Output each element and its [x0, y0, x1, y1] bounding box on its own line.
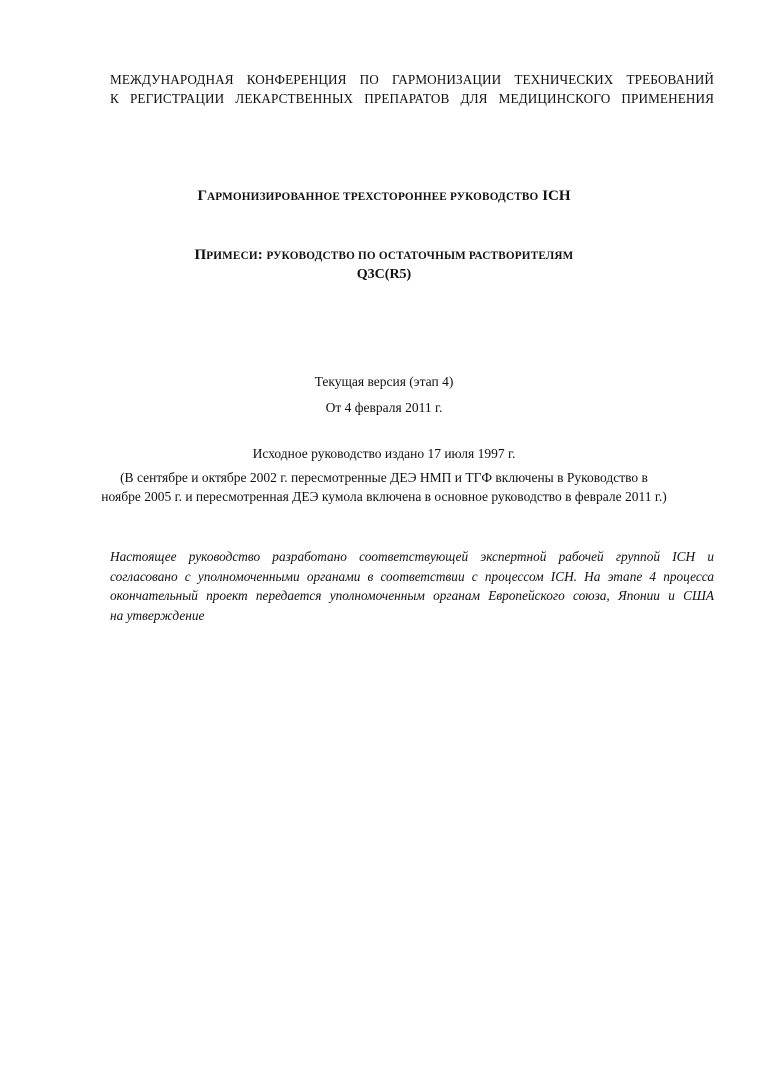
guideline-title-suffix: ICH — [542, 188, 571, 204]
approval-note-line-2: согласовано с уполномоченными органами в соответствии с процессом ICH. На этапе 4 процесса — [110, 568, 714, 584]
guideline-title-rest: АРМОНИЗИРОВАННОЕ ТРЕХСТОРОННЕЕ РУКОВОДСТВО — [207, 191, 539, 203]
header-line-2: К РЕГИСТРАЦИИ ЛЕКАРСТВЕННЫХ ПРЕПАРАТОВ ДЛЯ МЕДИЦИНСКОГО ПРИМЕНЕНИЯ — [110, 91, 714, 106]
approval-note-line-4: на утверждение — [110, 607, 205, 623]
version-date: От 4 февраля 2011 г. — [325, 400, 443, 415]
guideline-subtitle-initial: П — [194, 247, 207, 263]
original-issue-date: Исходное руководство издано 17 июля 1997 г. — [252, 446, 516, 461]
approval-note — [110, 547, 714, 625]
guideline-subtitle — [0, 247, 768, 264]
conference-header — [110, 70, 714, 108]
revision-note-line-1: (В сентябре и октябре 2002 г. пересмотренные ДЕЭ НМП и ТГФ включены в Руководство в — [120, 470, 648, 485]
guideline-subtitle-colon: : — [257, 247, 263, 263]
guideline-code: Q3C(R5) — [356, 267, 412, 282]
guideline-title — [0, 188, 768, 205]
guideline-title-initial: Г — [197, 188, 207, 204]
approval-note-line-1: Настоящее руководство разработано соответствующей экспертной рабочей группой ICH и — [110, 549, 714, 564]
guideline-subtitle-tail: РУКОВОДСТВО ПО ОСТАТОЧНЫМ РАСТВОРИТЕЛЯМ — [266, 250, 574, 262]
revision-note-line-2: ноябре 2005 г. и пересмотренная ДЕЭ кумола включена в основное руководство в феврале 2011 г.) — [101, 489, 667, 504]
guideline-subtitle-rest: РИМЕСИ — [206, 250, 258, 262]
version-current: Текущая версия (этап 4) — [314, 374, 454, 389]
approval-note-line-3: окончательный проект передается уполномоченным органам Европейского союза, Японии и США — [110, 588, 714, 603]
header-line-1: МЕЖДУНАРОДНАЯ КОНФЕРЕНЦИЯ ПО ГАРМОНИЗАЦИИ ТЕХНИЧЕСКИХ ТРЕБОВАНИЙ — [110, 72, 714, 87]
